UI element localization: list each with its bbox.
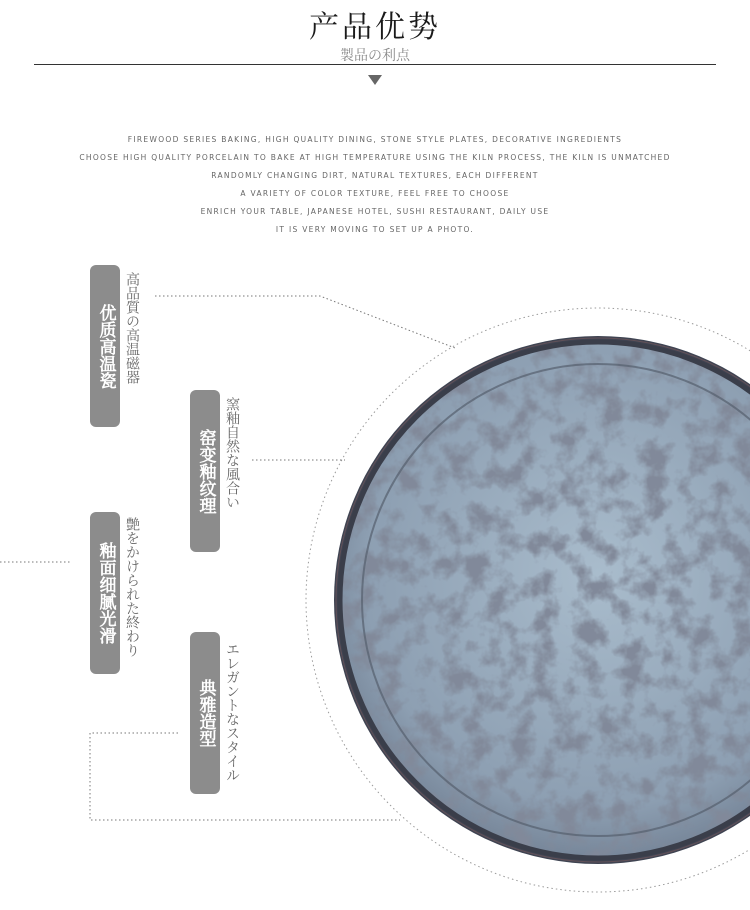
feature-note: 艶をかけられた終わり (124, 517, 140, 657)
leader-line (90, 733, 400, 820)
feature-label: 窑变釉纹理 (195, 428, 216, 514)
description-line: RANDOMLY CHANGING DIRT, NATURAL TEXTURES, EACH DIFFERENT (211, 171, 539, 180)
description-line: ENRICH YOUR TABLE, JAPANESE HOTEL, SUSHI RESTAURANT, DAILY USE (200, 207, 550, 216)
feature-note: エレガントなスタイル (224, 642, 240, 782)
feature-badge (90, 512, 120, 674)
leader-line (155, 296, 455, 348)
feature-badge (190, 390, 220, 552)
feature-label: 典雅造型 (195, 679, 216, 747)
feature-badge (90, 265, 120, 427)
feature-note: 窯釉自然な風合い (224, 397, 240, 509)
description-line: FIREWOOD SERIES BAKING, HIGH QUALITY DINING, STONE STYLE PLATES, DECORATIVE INGREDIENTS (127, 135, 623, 144)
feature-badge (190, 632, 220, 794)
description-line: CHOOSE HIGH QUALITY PORCELAIN TO BAKE AT HIGH TEMPERATURE USING THE KILN PROCESS, THE KILN IS UNMATCHED (79, 153, 671, 162)
plate (330, 330, 750, 870)
feature-label: 釉面细腻光滑 (95, 542, 116, 644)
page-subtitle: 製品の利点 (340, 48, 410, 64)
feature-note: 高品質の高温磁器 (124, 272, 140, 384)
description-line: A VARIETY OF COLOR TEXTURE, FEEL FREE TO CHOOSE (240, 189, 510, 198)
feature-label: 优质高温瓷 (95, 303, 116, 389)
page-title: 产品优势 (309, 10, 441, 45)
description-line: IT IS VERY MOVING TO SET UP A PHOTO. (275, 225, 475, 234)
